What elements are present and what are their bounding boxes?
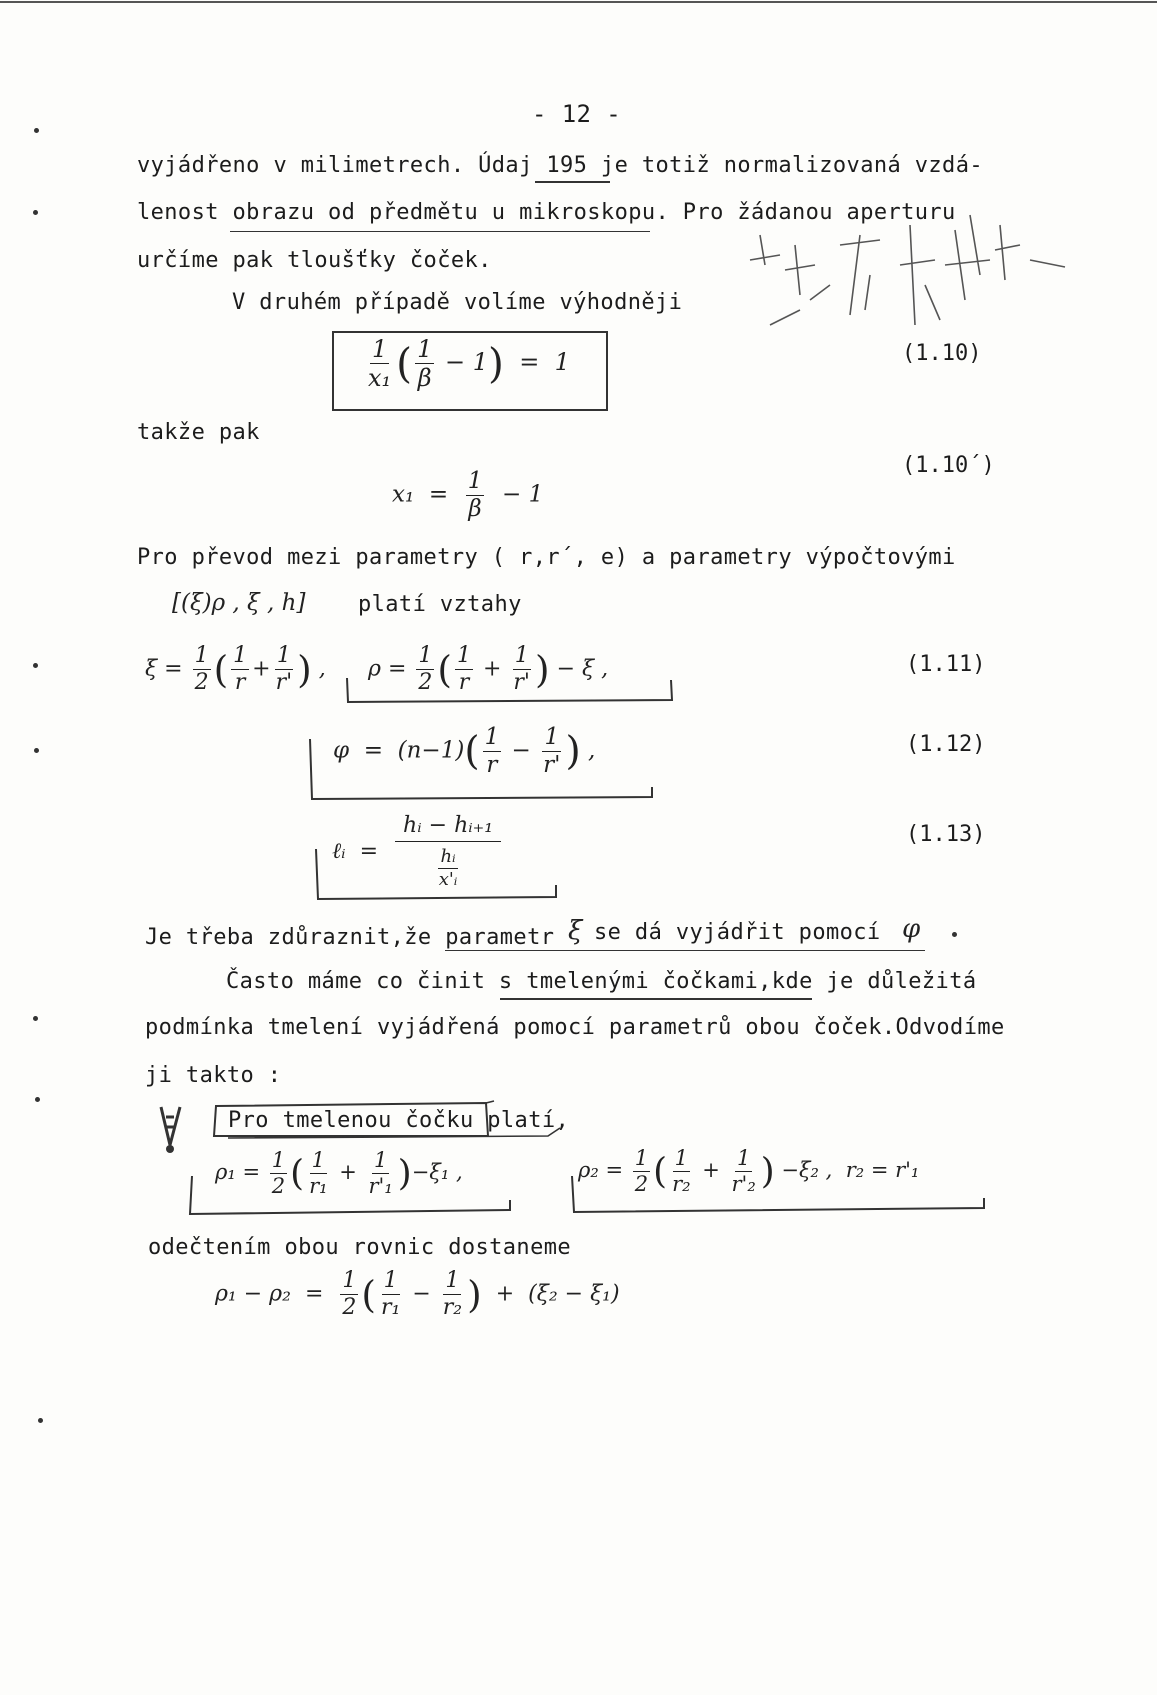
text-line-7: platí vztahy [358, 592, 522, 617]
text-line-8b: se dá vyjádřit pomocí [594, 920, 881, 945]
bracket-eq-rho1 [186, 1170, 516, 1220]
equation-number-1-10: (1.10) [902, 341, 982, 366]
underline-parameter [445, 950, 925, 951]
text-line-5: takže pak [137, 420, 260, 445]
text-line-10: podmínka tmelení vyjádřená pomocí parametrů obou čoček.Odvodíme [145, 1015, 1005, 1040]
equation-number-1-13: (1.13) [906, 822, 986, 847]
phi-symbol-inline: φ [902, 914, 921, 944]
equation-rho1: ρ₁ = $\frac{1}{2}$ ( $\frac{1}{\text{r₁}}$ + $\frac{1}{\text{r'₁}}$ )−ξ₁ , [215, 1148, 463, 1198]
margin-dot [38, 1418, 43, 1423]
handwritten-scribble [740, 205, 1070, 355]
equation-1-10-prime: x₁ = $\frac{1}{\beta}$ − 1 [392, 468, 544, 522]
text-line-8: Je třeba zdůraznit,že parametr [145, 925, 555, 950]
page-number: - 12 - [532, 100, 622, 128]
margin-dot [33, 1016, 38, 1021]
equation-1-10: $\frac{1}{\text{x₁}}$ ( $\frac{1}{\beta}$ − 1) = 1 [368, 335, 570, 392]
margin-dot [34, 748, 39, 753]
text-line-6: Pro převod mezi parametry ( r,r´, e) a parametry výpočtovými [137, 545, 956, 570]
margin-dot [35, 1097, 40, 1102]
scan-edge [0, 1, 1157, 3]
equation-1-11-rho: ρ = $\frac{1}{2}$ ( $\frac{1}{r}$ + $\frac{1}{r'}$ ) − ξ , [368, 643, 609, 695]
margin-dot [33, 210, 38, 215]
text-line-4: V druhém případě volíme výhodněji [232, 290, 683, 315]
equation-difference: ρ₁ − ρ₂ = $\frac{1}{2}$ ( $\frac{1}{\text{r₁}}$ − $\frac{1}{\text{r₂}}$ ) + (ξ₂ − ξ₁) [215, 1268, 620, 1320]
equation-1-13: ℓᵢ = $\frac{\text{hᵢ − hᵢ₊₁}}{\frac{\text{hᵢ}}{\text{x'ᵢ}}}$ [332, 815, 504, 889]
margin-mark [158, 1103, 184, 1155]
margin-dot [33, 663, 38, 668]
margin-dot [34, 128, 39, 133]
underline-tmelene [500, 998, 812, 1000]
bracket-eq-1-12 [306, 735, 656, 805]
equation-number-1-11: (1.11) [906, 652, 986, 677]
bracket-eq-1-11 [344, 676, 676, 708]
bracket-eq-rho2 [566, 1172, 991, 1220]
equation-rho2: ρ₂ = $\frac{1}{2}$ ( $\frac{1}{\text{r₂}}$ + $\frac{1}{\text{r'₂}}$ ) −ξ₂ , r₂ = r'₁ [578, 1146, 920, 1196]
text-line-3: určíme pak tloušťky čoček. [137, 248, 492, 273]
text-line-9: Často máme co činit s tmelenými čočkami,kde je důležitá [226, 969, 977, 994]
text-line-13: odečtením obou rovnic dostaneme [148, 1235, 571, 1260]
text-line-1: vyjádřeno v milimetrech. Údaj 195 je totiž normalizovaná vzdá- [137, 153, 983, 178]
equation-number-1-12: (1.12) [906, 732, 986, 757]
bracket-eq-1-13 [312, 845, 562, 905]
text-line-2: lenost obrazu od předmětu u mikroskopu. Pro žádanou aperturu [137, 200, 956, 225]
text-line-11: ji takto : [145, 1063, 282, 1088]
period-dot [952, 932, 957, 937]
underline-distance [230, 231, 650, 232]
xi-symbol-inline: ξ [568, 916, 583, 946]
underline-195 [535, 181, 610, 183]
parameters-bracket: [(ξ)ρ , ξ , h] [172, 590, 306, 616]
text-line-12: Pro tmelenou čočku platí, [228, 1108, 570, 1133]
equation-1-11-xi: ξ = $\frac{1}{2}$ ( $\frac{1}{r}$ + $\frac{1}{r'}$ ) , [145, 643, 326, 695]
equation-1-12: φ = (n−1)( $\frac{1}{r}$ − $\frac{1}{r'}$ ) , [333, 724, 596, 778]
equation-number-1-10-prime: (1.10´) [902, 453, 995, 478]
